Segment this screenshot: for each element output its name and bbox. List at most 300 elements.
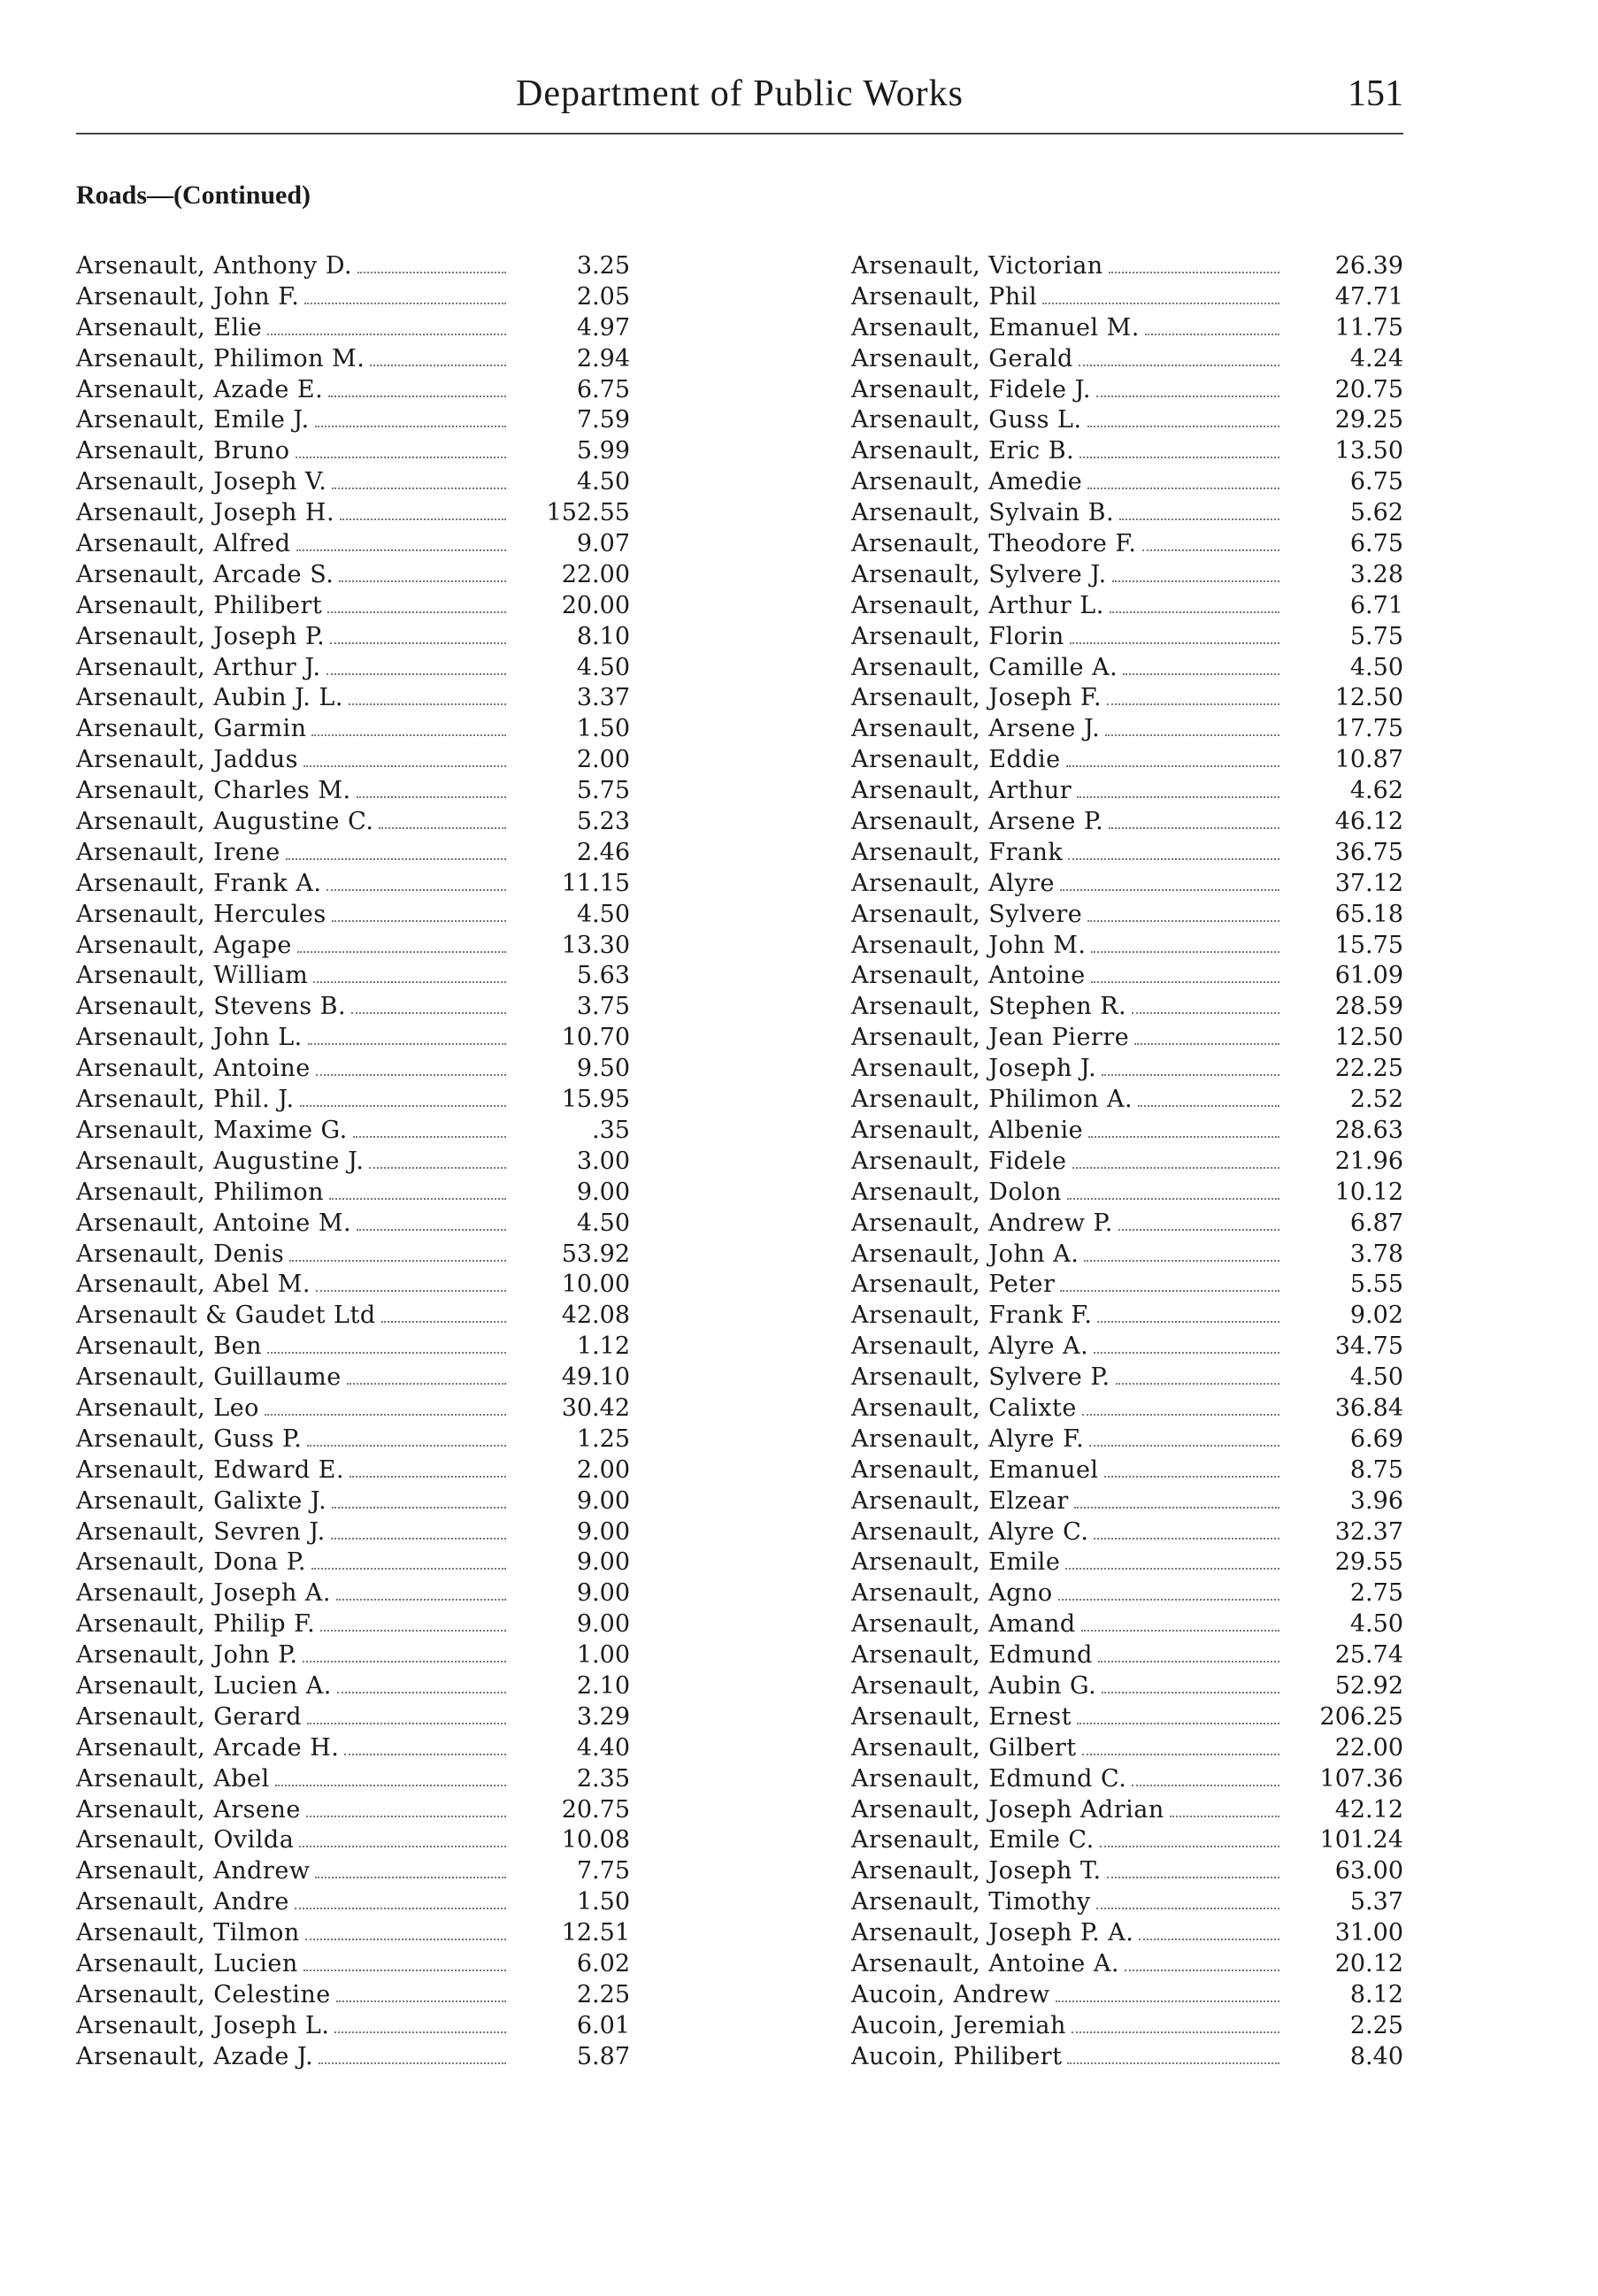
list-item (851, 282, 1403, 313)
list-item (76, 869, 630, 900)
dot-leader (1096, 395, 1279, 397)
amount: 3.78 (1349, 1240, 1403, 1268)
list-item (851, 838, 1403, 869)
dot-leader (1109, 272, 1279, 273)
dot-leader (1104, 1476, 1279, 1478)
payee-name: Arsenault, Frank (851, 838, 1064, 866)
amount: 6.02 (576, 1949, 630, 1977)
dot-leader (1100, 1846, 1279, 1847)
payee-name: Arsenault, Sylvere (851, 900, 1083, 928)
list-item (76, 282, 630, 313)
dot-leader (1082, 1414, 1279, 1416)
list-item (851, 375, 1403, 406)
payee-name: Arsenault, Eddie (851, 746, 1061, 774)
list-item (851, 1116, 1403, 1147)
payee-name: Arsenault, Joseph A. (76, 1579, 332, 1608)
dot-leader (1065, 1568, 1279, 1570)
list-item (851, 1394, 1403, 1424)
amount: 206.25 (1319, 1702, 1403, 1731)
amount: 20.75 (561, 1795, 630, 1824)
amount: 4.50 (576, 653, 630, 681)
amount: 4.50 (576, 900, 630, 928)
payee-name: Arsenault, Arsene J. (851, 715, 1101, 743)
list-item (76, 405, 630, 436)
dot-leader (296, 457, 506, 458)
dot-leader (1091, 981, 1279, 983)
list-item (76, 1240, 630, 1271)
amount: 15.75 (1334, 931, 1403, 959)
list-item (76, 375, 630, 406)
payee-name: Arsenault, Joseph V. (76, 468, 327, 496)
list-item (76, 838, 630, 869)
amount: 5.37 (1349, 1888, 1403, 1916)
payee-name: Arsenault, Elzear (851, 1486, 1069, 1515)
list-item (76, 1116, 630, 1147)
payee-name: Arsenault, Camille A. (851, 653, 1118, 681)
payee-name: Arsenault, Phil (851, 282, 1038, 311)
list-item (76, 1394, 630, 1424)
payee-name: Arsenault, Arsene (76, 1795, 301, 1824)
amount: 9.00 (576, 1178, 630, 1206)
payee-name: Arsenault, Arcade S. (76, 560, 334, 588)
amount: 20.00 (561, 591, 630, 619)
list-item (851, 1424, 1403, 1455)
payee-name: Arsenault, Victorian (851, 252, 1103, 280)
list-item (851, 653, 1403, 684)
amount: 15.95 (561, 1086, 630, 1114)
list-item (851, 405, 1403, 436)
payee-name: Arsenault, Hercules (76, 900, 327, 928)
dot-leader (351, 1012, 506, 1014)
dot-leader (289, 1260, 506, 1262)
payee-name: Arsenault, Jaddus (76, 746, 298, 774)
amount: 22.00 (1334, 1733, 1403, 1762)
dot-leader (1110, 611, 1279, 613)
dot-leader (319, 2062, 506, 2064)
list-item (851, 1332, 1403, 1363)
dot-leader (353, 1136, 506, 1138)
payee-name: Arsenault, Celestine (76, 1980, 331, 2008)
payee-name: Arsenault, Andrew P. (851, 1209, 1113, 1237)
list-item (76, 714, 630, 745)
payee-name: Arsenault, William (76, 962, 309, 990)
amount: 47.71 (1334, 282, 1403, 311)
payee-name: Arsenault, John L. (76, 1024, 303, 1052)
list-item (76, 1764, 630, 1795)
list-item (76, 1795, 630, 1826)
payee-name: Aucoin, Jeremiah (851, 2011, 1066, 2039)
payee-name: Arsenault, Eric B. (851, 437, 1075, 465)
dot-leader (327, 611, 506, 613)
dot-leader (1067, 2062, 1279, 2064)
amount: 5.62 (1349, 499, 1403, 527)
dot-leader (328, 395, 506, 397)
dot-leader (357, 796, 506, 798)
dot-leader (1107, 1877, 1279, 1878)
payee-name: Arsenault, Agape (76, 931, 292, 959)
amount: 152.55 (546, 499, 630, 527)
dot-leader (304, 303, 506, 304)
list-item (76, 1085, 630, 1116)
dot-leader (327, 673, 506, 675)
amount: 3.29 (576, 1702, 630, 1731)
dot-leader (303, 1970, 506, 1971)
list-item (851, 560, 1403, 591)
payee-name: Arsenault, Guss P. (76, 1424, 303, 1453)
list-item (851, 1578, 1403, 1609)
amount: 1.25 (576, 1424, 630, 1453)
list-item (851, 529, 1403, 560)
payee-name: Arsenault, Arsene P. (851, 808, 1104, 836)
dot-leader (1105, 734, 1279, 736)
dot-leader (332, 1507, 506, 1509)
amount: 10.00 (561, 1271, 630, 1299)
payee-name: Aucoin, Andrew (851, 1980, 1050, 2008)
dot-leader (1072, 1167, 1279, 1169)
list-item (851, 1270, 1403, 1301)
payee-name: Arsenault, Sevren J. (76, 1517, 326, 1546)
dot-leader (311, 1568, 506, 1570)
dot-leader (1107, 703, 1279, 705)
dot-leader (340, 518, 506, 520)
amount: 10.70 (561, 1024, 630, 1052)
amount: 31.00 (1334, 1919, 1403, 1947)
payee-name: Arsenault, Garmin (76, 715, 307, 743)
payee-name: Arsenault, Joseph L. (76, 2011, 330, 2039)
dot-leader (1074, 1507, 1279, 1509)
dot-leader (379, 827, 506, 829)
payee-name: Arsenault, Edmund (851, 1641, 1093, 1670)
dot-leader (1042, 303, 1279, 304)
dot-leader (1081, 1630, 1279, 1632)
amount: 2.00 (576, 746, 630, 774)
amount: 42.12 (1334, 1795, 1403, 1824)
payee-name: Arsenault, John M. (851, 931, 1087, 959)
payee-name: Arsenault, Azade J. (76, 2042, 314, 2070)
amount: 29.25 (1334, 406, 1403, 434)
payee-name: Arsenault, Stevens B. (76, 993, 347, 1021)
list-item (76, 1209, 630, 1240)
list-item (851, 251, 1403, 282)
amount: 10.08 (561, 1826, 630, 1854)
amount: 11.15 (561, 869, 630, 897)
dot-leader (1118, 1229, 1279, 1231)
amount: 5.23 (576, 808, 630, 836)
dot-leader (336, 1599, 506, 1601)
dot-leader (267, 1352, 506, 1354)
dot-leader (332, 488, 506, 489)
dot-leader (1132, 1012, 1279, 1014)
payee-name: Arsenault, Sylvere P. (851, 1363, 1110, 1392)
list-item (851, 1054, 1403, 1085)
list-item (851, 992, 1403, 1023)
amount: 9.00 (576, 1579, 630, 1608)
payee-name: Arsenault, Frank F. (851, 1302, 1093, 1330)
amount: 37.12 (1334, 869, 1403, 897)
amount: 12.50 (1334, 1024, 1403, 1052)
list-item (851, 776, 1403, 807)
payee-name: Arsenault, Florin (851, 622, 1064, 650)
payee-name: Arsenault, Dolon (851, 1178, 1062, 1206)
list-item (851, 869, 1403, 900)
amount: 10.87 (1334, 746, 1403, 774)
payee-name: Arsenault, Emile C. (851, 1826, 1095, 1854)
dot-leader (336, 2000, 506, 2002)
dot-leader (1084, 1260, 1279, 1262)
dot-leader (320, 1630, 506, 1632)
dot-leader (334, 2031, 506, 2033)
dot-leader (297, 951, 506, 953)
dot-leader (1170, 1816, 1279, 1817)
payee-name: Arsenault, Ovilda (76, 1826, 295, 1854)
dot-leader (370, 365, 506, 366)
amount: 36.75 (1334, 838, 1403, 866)
amount: 2.94 (576, 344, 630, 372)
amount: 9.00 (576, 1610, 630, 1639)
list-item (76, 1332, 630, 1363)
dot-leader (1096, 1908, 1279, 1909)
amount: 22.00 (561, 560, 630, 588)
dot-leader (1072, 2031, 1279, 2033)
list-item (76, 992, 630, 1023)
amount: 3.00 (576, 1147, 630, 1175)
list-item (851, 1640, 1403, 1671)
list-item (76, 1733, 630, 1764)
list-item (851, 313, 1403, 344)
payee-name: Arsenault, Aubin G. (851, 1671, 1097, 1700)
list-item (76, 1671, 630, 1702)
list-item (851, 622, 1403, 653)
payee-name: Arsenault, Ernest (851, 1702, 1072, 1731)
right-column-list (851, 251, 1403, 2073)
amount: 3.96 (1349, 1486, 1403, 1515)
dot-leader (1082, 1754, 1279, 1755)
payee-name: Arsenault, Denis (76, 1240, 285, 1268)
payee-name: Arsenault, John A. (851, 1240, 1079, 1268)
list-item (851, 1301, 1403, 1332)
amount: 11.75 (1334, 313, 1403, 342)
amount: 2.10 (576, 1671, 630, 1700)
list-item (76, 529, 630, 560)
payee-name: Arsenault, Theodore F. (851, 530, 1137, 558)
amount: 4.97 (576, 313, 630, 342)
list-item (76, 1301, 630, 1332)
list-item (76, 931, 630, 962)
list-item (76, 683, 630, 714)
amount: 6.01 (576, 2011, 630, 2039)
amount: 28.59 (1334, 993, 1403, 1021)
amount: 20.12 (1334, 1949, 1403, 1977)
dot-leader (315, 1877, 506, 1878)
amount: 34.75 (1334, 1332, 1403, 1361)
list-item (76, 344, 630, 375)
dot-leader (316, 1290, 506, 1292)
page-header (76, 73, 1403, 134)
amount: 4.62 (1349, 777, 1403, 805)
list-item (851, 745, 1403, 776)
dot-leader (316, 1074, 506, 1076)
amount: 5.75 (1349, 622, 1403, 650)
list-item (76, 251, 630, 282)
list-item (76, 1486, 630, 1517)
dot-leader (1087, 426, 1279, 427)
list-item (76, 622, 630, 653)
payee-name: Arsenault, Augustine J. (76, 1147, 365, 1175)
dot-leader (315, 426, 506, 427)
list-item (851, 344, 1403, 375)
dot-leader (1132, 1785, 1279, 1786)
dot-leader (332, 920, 506, 922)
amount: 9.00 (576, 1548, 630, 1577)
amount: 2.46 (576, 838, 630, 866)
amount: 2.25 (576, 1980, 630, 2008)
payee-name: Arsenault, John F. (76, 282, 300, 311)
payee-name: Arsenault, Andre (76, 1888, 289, 1916)
payee-name: Arsenault, Calixte (851, 1394, 1077, 1422)
list-item (851, 683, 1403, 714)
payee-name: Arsenault, Philimon (76, 1178, 324, 1206)
amount: 2.00 (576, 1455, 630, 1484)
list-item (851, 1949, 1403, 1980)
dot-leader (337, 1692, 506, 1693)
amount: 12.50 (1334, 684, 1403, 712)
list-item (76, 1054, 630, 1085)
dot-leader (1145, 334, 1279, 335)
amount: 28.63 (1334, 1116, 1403, 1144)
payee-name: Arsenault, Philip F. (76, 1610, 316, 1639)
amount: 3.37 (576, 684, 630, 712)
list-item (76, 560, 630, 591)
dot-leader (1134, 1043, 1279, 1045)
list-item (76, 776, 630, 807)
list-item (851, 1023, 1403, 1054)
amount: 3.25 (576, 252, 630, 280)
amount: 26.39 (1334, 252, 1403, 280)
payee-name: Arsenault, Antoine (76, 1055, 311, 1083)
dot-leader (311, 734, 506, 736)
dot-leader (1112, 580, 1279, 582)
payee-name: Arsenault, Peter (851, 1271, 1056, 1299)
amount: 65.18 (1334, 900, 1403, 928)
payee-name: Arsenault, Bruno (76, 437, 290, 465)
payee-name: Arsenault, Augustine C. (76, 808, 374, 836)
amount: 46.12 (1334, 808, 1403, 836)
dot-leader (357, 272, 506, 273)
list-item (851, 1795, 1403, 1826)
amount: 107.36 (1319, 1764, 1403, 1793)
list-item (76, 1178, 630, 1209)
dot-leader (357, 1229, 506, 1231)
amount: 9.50 (576, 1055, 630, 1083)
payee-name: Arsenault, Alyre A. (851, 1332, 1089, 1361)
payee-name: Arsenault, Gilbert (851, 1733, 1077, 1762)
payee-name: Arsenault, Joseph F. (851, 684, 1102, 712)
dot-leader (295, 1908, 506, 1909)
dot-leader (329, 1198, 506, 1200)
list-item (851, 714, 1403, 745)
list-item (851, 1733, 1403, 1764)
dot-leader (1060, 1290, 1279, 1292)
payee-name: Arsenault, Alyre (851, 869, 1056, 897)
list-item (76, 745, 630, 776)
amount: 6.71 (1349, 591, 1403, 619)
payee-name: Arsenault, Arthur L. (851, 591, 1104, 619)
payee-name: Arsenault, Joseph H. (76, 499, 335, 527)
payee-name: Arsenault, Edward E. (76, 1455, 345, 1484)
dot-leader (1116, 1383, 1279, 1385)
dot-leader (1070, 642, 1279, 644)
amount: 2.05 (576, 282, 630, 311)
payee-name: Arsenault, Agno (851, 1579, 1053, 1608)
amount: 3.28 (1349, 560, 1403, 588)
dot-leader (1094, 1538, 1279, 1540)
dot-leader (330, 642, 506, 644)
list-item (76, 498, 630, 529)
list-item (851, 1240, 1403, 1271)
amount: 1.00 (576, 1641, 630, 1670)
list-item (76, 1363, 630, 1394)
list-item (851, 1887, 1403, 1918)
dot-leader (313, 981, 506, 983)
list-item (76, 900, 630, 931)
payee-name: Arsenault, Albenie (851, 1116, 1084, 1144)
amount: 9.07 (576, 530, 630, 558)
amount: 7.75 (576, 1857, 630, 1885)
amount: 4.50 (1349, 653, 1403, 681)
dot-leader (1119, 518, 1279, 520)
amount: 9.00 (576, 1517, 630, 1546)
payee-name: Arsenault, Abel M. (76, 1271, 311, 1299)
section-title: Roads—(Continued) (76, 180, 311, 210)
payee-name: Arsenault, Joseph T. (851, 1857, 1102, 1885)
payee-name: Arsenault, Emanuel M. (851, 313, 1140, 342)
payee-name: Arsenault, Emile J. (76, 406, 310, 434)
dot-leader (1077, 796, 1279, 798)
payee-name: Arsenault, Maxime G. (76, 1116, 348, 1144)
payee-name: Arsenault, Guillaume (76, 1363, 342, 1392)
list-item (76, 1609, 630, 1640)
payee-name: Arsenault, Lucien A. (76, 1671, 332, 1700)
payee-name: Arsenault, Frank A. (76, 869, 322, 897)
list-item (851, 1764, 1403, 1795)
dot-leader (306, 1816, 506, 1817)
dot-leader (305, 1939, 506, 1940)
payee-name: Arsenault, Guss L. (851, 406, 1082, 434)
amount: 6.75 (1349, 468, 1403, 496)
list-item (76, 2042, 630, 2073)
list-item (76, 1856, 630, 1887)
payee-name: Arsenault, Ben (76, 1332, 262, 1361)
amount: 42.08 (561, 1302, 630, 1330)
amount: 9.00 (576, 1486, 630, 1515)
amount: 5.55 (1349, 1271, 1403, 1299)
list-item (76, 1887, 630, 1918)
list-item (76, 313, 630, 344)
list-item (851, 961, 1403, 992)
dot-leader (299, 1846, 506, 1847)
amount: 5.87 (576, 2042, 630, 2070)
dot-leader (265, 1414, 506, 1416)
amount: 2.25 (1349, 2011, 1403, 2039)
list-item (851, 1085, 1403, 1116)
dot-leader (369, 1167, 506, 1169)
amount: 6.87 (1349, 1209, 1403, 1237)
amount: 32.37 (1334, 1517, 1403, 1546)
amount: 30.42 (561, 1394, 630, 1422)
list-item (851, 1702, 1403, 1733)
amount: 9.02 (1349, 1302, 1403, 1330)
list-item (851, 1918, 1403, 1949)
